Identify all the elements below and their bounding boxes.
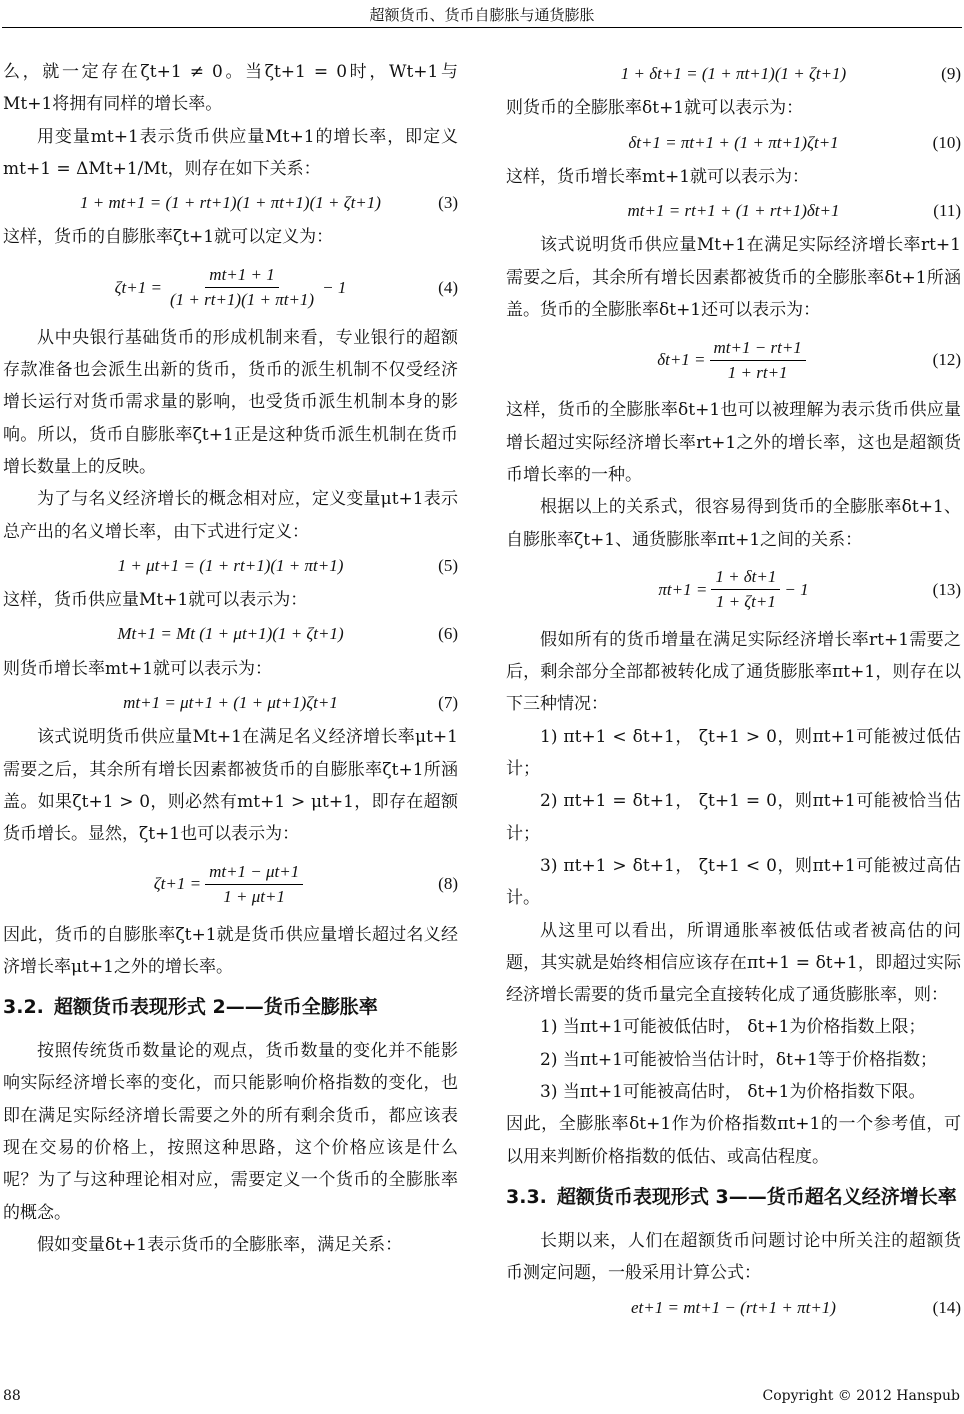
section-heading-3-2 <box>3 993 458 1021</box>
equation-body: 1 + mt+1 = (1 + rt+1)(1 + πt+1)(1 + ζt+1) <box>80 193 381 213</box>
paragraph: 长期以来，人们在超额货币问题讨论中所关注的超额货币测定问题，一般采用计算公式： <box>506 1230 961 1284</box>
cases-list <box>506 721 961 915</box>
paragraph: 根据以上的关系式，很容易得到货币的全膨胀率δt+1、自膨胀率ζt+1、通货膨胀率πt+1之间的关系： <box>506 497 961 550</box>
running-header-title: 超额货币、货币自膨胀与通货膨胀 <box>369 6 595 24</box>
equation-lhs: δt+1 = <box>657 350 706 370</box>
equation-number: (14) <box>932 1297 961 1317</box>
equation-number: (6) <box>438 624 458 644</box>
equation-body: Mt+1 = Mt (1 + μt+1)(1 + ζt+1) <box>117 624 344 644</box>
fraction-denominator: 1 + rt+1 <box>727 362 788 382</box>
equation-body: 1 + μt+1 = (1 + rt+1)(1 + πt+1) <box>117 555 344 575</box>
list-item: 2) 当πt+1可能被恰当估计时，δt+1等于价格指数； <box>540 1049 938 1070</box>
header-rule <box>2 27 962 28</box>
list-item: 1) 当πt+1可能被低估时， δt+1为价格指数上限； <box>540 1017 926 1038</box>
right-column <box>506 56 961 1326</box>
equation-number: (11) <box>933 201 961 221</box>
copyright-notice: Copyright © 2012 Hanspub <box>762 1388 960 1404</box>
equation-body: δt+1 = πt+1 + (1 + πt+1)ζt+1 <box>628 132 839 152</box>
equation-9 <box>506 58 961 90</box>
section-number: 3.2. <box>3 996 44 1019</box>
equation-fraction <box>710 336 806 385</box>
equation-5 <box>3 550 458 582</box>
paragraph: 假如变量δt+1表示货币的全膨胀率，满足关系： <box>37 1234 403 1255</box>
left-column <box>3 56 458 1261</box>
paragraph: 这样，货币的全膨胀率δt+1也可以被理解为表示货币供应量增长超过实际经济增长率rt+1之外的增长率，这也是超额货币增长率的一种。 <box>506 400 961 485</box>
equation-fraction <box>711 565 780 614</box>
list-item: 3) πt+1 > δt+1， ζt+1 < 0，则πt+1可能被过高估计。 <box>506 855 961 909</box>
paragraph: 从中央银行基础货币的形成机制来看，专业银行的超额存款准备也会派生出新的货币，货币的派生机制不仅受经济增长运行对货币需求量的影响，也受货币派生机制本身的影响。所以，货币自膨胀率ζt+1正是这种货币派生机制在货币增长数量上的反映。 <box>3 327 458 477</box>
paragraph: 这样，货币供应量Mt+1就可以表示为： <box>3 590 308 611</box>
paragraph: 这样，货币的自膨胀率ζt+1就可以定义为： <box>3 227 334 248</box>
paragraph: 用变量mt+1表示货币供应量Mt+1的增长率，即定义mt+1 = ΔMt+1/Mt，则存在如下关系： <box>3 126 458 179</box>
equation-number: (12) <box>932 350 961 370</box>
equation-6 <box>3 618 458 650</box>
equation-fraction <box>205 860 303 909</box>
equation-4 <box>3 256 458 320</box>
equation-number: (13) <box>932 579 961 599</box>
equation-number: (4) <box>438 277 458 297</box>
page-number: 88 <box>3 1388 21 1404</box>
equation-body: mt+1 = rt+1 + (1 + rt+1)δt+1 <box>627 201 840 221</box>
paragraph: 按照传统货币数量论的观点，货币数量的变化并不能影响实际经济增长率的变化，而只能影响价格指数的变化，也即在满足实际经济增长需要之外的所有剩余货币，都应该表现在交易的价格上，按照这种思路，这个价格应该是什么呢？为了与这种理论相对应，需要定义一个货币的全膨胀率的概念。 <box>3 1041 458 1223</box>
equation-14 <box>506 1292 961 1324</box>
equation-lhs: ζt+1 = <box>114 277 162 297</box>
fraction-numerator: mt+1 − μt+1 <box>205 860 303 885</box>
list-item: 3) 当πt+1可能被高估时， δt+1为价格指数下限。 <box>540 1082 926 1103</box>
paragraph: 则货币的全膨胀率δt+1就可以表示为： <box>506 98 804 119</box>
equation-tail: − 1 <box>784 579 809 599</box>
paragraph: 该式说明货币供应量Mt+1在满足名义经济增长率μt+1需要之后，其余所有增长因素都被货币的自膨胀率ζt+1所涵盖。如果ζt+1 > 0，则必然有mt+1 > μt+1，即存在超额货币增长。显然，ζt+1也可以表示为： <box>3 727 458 845</box>
equation-number: (5) <box>438 555 458 575</box>
paragraph: 该式说明货币供应量Mt+1在满足实际经济增长率rt+1需要之后，其余所有增长因素都被货币的全膨胀率δt+1所涵盖。货币的全膨胀率δt+1还可以表示为： <box>506 235 961 321</box>
equation-lhs: πt+1 = <box>658 579 708 599</box>
equation-number: (8) <box>438 874 458 894</box>
equation-body: mt+1 = μt+1 + (1 + μt+1)ζt+1 <box>123 693 338 713</box>
fraction-numerator: mt+1 + 1 <box>205 263 278 288</box>
paragraph: 假如所有的货币增量在满足实际经济增长率rt+1需要之后，剩余部分全部都被转化成了通货膨胀率πt+1，则存在以下三种情况： <box>506 629 961 715</box>
items-list <box>506 1011 961 1108</box>
equation-13 <box>506 558 961 622</box>
fraction-denominator: 1 + ζt+1 <box>715 592 776 612</box>
equation-body: 1 + δt+1 = (1 + πt+1)(1 + ζt+1) <box>620 64 847 83</box>
paragraph: 因此，货币的自膨胀率ζt+1就是货币供应量增长超过名义经济增长率μt+1之外的增长率。 <box>3 924 458 977</box>
section-heading-3-3 <box>506 1183 961 1211</box>
equation-number: (3) <box>438 193 458 213</box>
paragraph: 从这里可以看出，所谓通胀率被低估或者被高估的问题，其实就是始终相信应该存在πt+1 = δt+1，即超过实际经济增长需要的货币量完全直接转化成了通货膨胀率，则： <box>506 920 961 1006</box>
list-item: 1) πt+1 < δt+1， ζt+1 > 0，则πt+1可能被过低估计； <box>506 726 961 780</box>
paragraph: 为了与名义经济增长的概念相对应，定义变量μt+1表示总产出的名义增长率，由下式进行定义： <box>3 489 458 542</box>
fraction-numerator: mt+1 − rt+1 <box>710 336 806 361</box>
section-title: 超额货币表现形式 3——货币超名义经济增长率 <box>556 1185 957 1208</box>
equation-lhs: ζt+1 = <box>153 874 202 894</box>
equation-number: (10) <box>932 132 961 152</box>
fraction-denominator: 1 + μt+1 <box>223 887 285 907</box>
equation-11 <box>506 195 961 227</box>
list-item: 2) πt+1 = δt+1， ζt+1 = 0，则πt+1可能被恰当估计； <box>506 791 961 844</box>
equation-8 <box>3 853 458 917</box>
paragraph: 这样，货币增长率mt+1就可以表示为： <box>506 166 810 187</box>
equation-7 <box>3 687 458 719</box>
equation-3 <box>3 187 458 219</box>
section-number: 3.3. <box>506 1185 547 1208</box>
paragraph: 则货币增长率mt+1就可以表示为： <box>3 658 273 679</box>
equation-tail: − 1 <box>322 277 347 297</box>
equation-12 <box>506 328 961 392</box>
equation-body: et+1 = mt+1 − (rt+1 + πt+1) <box>631 1297 836 1317</box>
equation-fraction <box>166 263 318 312</box>
paragraph: 因此，全膨胀率δt+1作为价格指数πt+1的一个参考值，可以用来判断价格指数的低估、或高估程度。 <box>506 1114 961 1167</box>
equation-number: (9) <box>941 64 961 83</box>
equation-10 <box>506 127 961 159</box>
paragraph: 么，就一定存在ζt+1 ≠ 0。当ζt+1 = 0时，Wt+1与Mt+1将拥有同样的增长率。 <box>3 62 458 115</box>
fraction-denominator: (1 + rt+1)(1 + πt+1) <box>169 290 315 310</box>
section-title: 超额货币表现形式 2——货币全膨胀率 <box>53 996 378 1019</box>
fraction-numerator: 1 + δt+1 <box>711 565 780 590</box>
equation-number: (7) <box>438 693 458 713</box>
